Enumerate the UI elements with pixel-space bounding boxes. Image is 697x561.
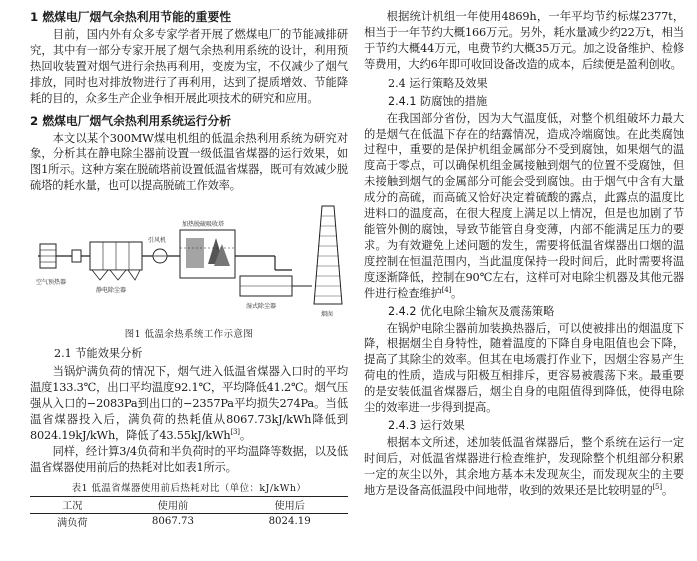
air-preheater-label: 空气预热器 [36, 279, 67, 287]
section-2-4-2-paragraph: 在锅炉电除尘器前加装换热器后，可以使被排出的烟温度下降，根据烟尘自身特性，随着温度的下降自身电阻值也会下降，提高了其除尘的效率。但其在电场震打作业下，因烟尘容易产生荷电的性质，造成与阳极互相排斥，更容易被震荡下来。最重要的是安装低温省煤器后，烟尘自身的电阻值得到降低，使得电除尘的效率进一步得到提高。 [364, 321, 684, 415]
section-2-1-paragraph-1: 当锅炉满负荷的情况下，烟气进入低温省煤器入口时的平均温度133.3℃，出口平均温度92.1℃，平均降低41.2℃。烟气压强从入口的−2083Pa到出口的−2357Pa平均损失274Pa。当低温省煤器投入后，满负荷的热耗值从8067.73kJ/kWh降低到8024.19kJ/kWh，降低了43.55kJ/kWh[3]。 [30, 365, 348, 442]
figure-1 [30, 204, 348, 324]
wet-esp-label: 湿式除尘器 [246, 303, 277, 311]
fan-label: 引风机 [148, 237, 167, 245]
table-cell: 8024.19 [268, 515, 311, 527]
table-header-cell: 工况 [30, 496, 115, 513]
table-cell: 8067.73 [151, 515, 195, 527]
table-header-cell: 使用后 [231, 496, 348, 513]
table-header-row [30, 496, 348, 513]
savings-paragraph: 根据统计机组一年使用4869h，一年平均节约标煤2377t，相当于一年节约大概166万元。另外，耗水量减少约22万t，相当于节约大概44万元，电费节约大概35万元。加之设备维护、检修等费用，大约6年即可收回设备改造的成本，后续便是盈利创收。 [364, 10, 684, 71]
left-column [30, 6, 348, 529]
esp-label: 静电除尘器 [96, 287, 127, 295]
section-1-heading: 1 燃煤电厂烟气余热利用节能的重要性 [30, 10, 232, 24]
chimney-label: 烟囱 [321, 311, 334, 319]
section-1-paragraph: 目前，国内外有众多专家学者开展了燃煤电厂的节能减排研究，其中有一部分专家开展了烟气余热利用系统的设计，利用预热回收装置对烟气进行余热再利用，变废为宝，不仅减少了烟气排放，同时也对排放物进行了再利用，达到了提质增效、节能降耗的目的，众多生产企业争相开展此项技术的研究和应用。 [30, 28, 348, 105]
section-2-4-heading: 2.4 运行策略及效果 [388, 76, 488, 90]
table-header-cell: 使用前 [115, 496, 232, 513]
right-column [364, 6, 684, 499]
table-cell: 满负荷 [57, 517, 88, 529]
section-2-4-1-paragraph: 在我国部分省份，因为大气温度低，对整个机组破坏力最大的是烟气在低温下存在的结露情况，造成冷端腐蚀。在此类腐蚀过程中，重要的是保护机组金属部分不受到腐蚀，如果烟气的温度高于零点，可以确保机组金属接触到烟气的位置不受腐蚀，但未接触到烟气的金属部分可能会受到腐蚀。由于烟气中含有大量成分的高硫，而高硫又恰好决定着硫酸的露点，此露点的温度比进料口的温度高，在很大程度上满足以上情况，但是也加剧了节能管外侧的腐蚀，导致节能管自身变薄，内部不能满足压力的要求。为有效避免上述问题的发生，需要将低温省煤器出口烟的温度控制在恒温范围内，当此温度保持一段时间后，此时需要将温度逐渐降低，控制在90℃左右，这样可对电除尘机器及其他元器件进行检查维护[4]。 [364, 111, 684, 300]
section-2-4-2-heading: 2.4.2 优化电除尘输灰及震荡策略 [388, 304, 555, 318]
section-2-heading: 2 燃煤电厂烟气余热利用系统运行分析 [30, 113, 232, 128]
table-row [30, 513, 348, 529]
section-2-4-1-heading: 2.4.1 防腐蚀的措施 [388, 94, 488, 108]
section-2-1-heading: 2.1 节能效果分析 [54, 347, 143, 361]
table-1 [30, 496, 348, 529]
section-2-1-paragraph-2: 同样，经计算3/4负荷和半负荷时的平均温降等数据，以及低温省煤器使用前后的热耗对比如表1所示。 [30, 444, 348, 474]
section-2-paragraph: 本文以某个300MW煤电机组的低温余热利用系统为研究对象，分析其在静电除尘器前设置一级低温省煤器的运行效果，如图1所示。这种方案在脱硫塔前设置低温省煤器，既可有效减少脱硫塔的耗水量，也可以提高脱硫工作效率。 [30, 131, 348, 193]
system-diagram [30, 204, 348, 324]
section-2-4-3-heading: 2.4.3 运行效果 [388, 418, 465, 432]
heat-exchanger-box [72, 250, 81, 262]
chimney-shape [314, 206, 342, 304]
table-1-caption: 表1 低温省煤器使用前后热耗对比（单位：kJ/kWh） [71, 482, 307, 494]
figure-1-caption: 图1 低温余热系统工作示意图 [124, 329, 254, 341]
desulfurizer-label: 加热脱硫吸收塔 [182, 221, 225, 229]
section-2-4-3-paragraph: 根据本文所述，述加装低温省煤器后，整个系统在运行一定时间后，对低温省煤器进行检查维护，发现除整个机组部分积累一定的灰尘以外，其余地方基本未发现灰尘，而发现灰尘的主要地方是设备高低温段中间地带，收到的效果还是比较明显的[5]。 [364, 435, 684, 497]
